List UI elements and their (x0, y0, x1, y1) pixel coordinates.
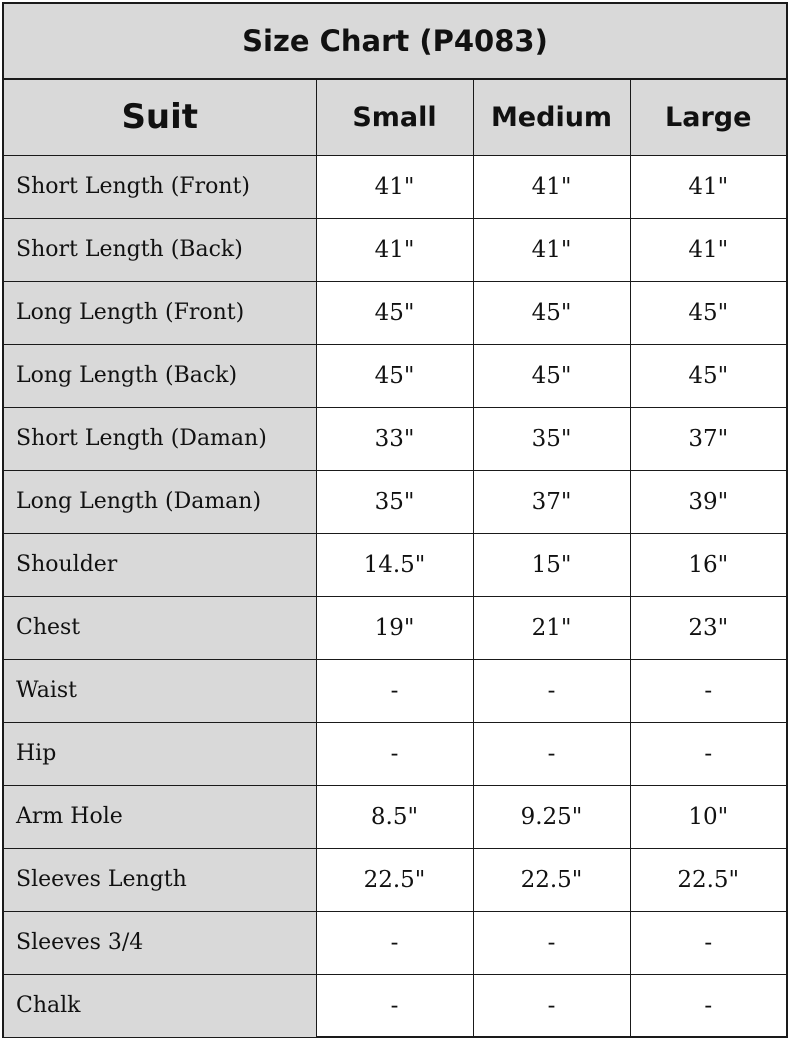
cell-small: 45" (316, 344, 473, 407)
table-row (4, 281, 786, 344)
cell-medium: 37" (473, 470, 630, 533)
cell-large: - (630, 911, 786, 974)
table-row (4, 155, 786, 218)
size-chart (2, 2, 788, 1038)
cell-small: 33" (316, 407, 473, 470)
row-label: Short Length (Front) (4, 155, 316, 218)
header-suit: Suit (4, 80, 316, 155)
header-small: Small (316, 80, 473, 155)
cell-large: 16" (630, 533, 786, 596)
table-row (4, 974, 786, 1037)
row-label: Sleeves Length (4, 848, 316, 911)
cell-medium: - (473, 659, 630, 722)
cell-large: - (630, 659, 786, 722)
cell-small: 14.5" (316, 533, 473, 596)
cell-large: - (630, 722, 786, 785)
table-row (4, 722, 786, 785)
cell-small: 41" (316, 218, 473, 281)
cell-medium: 21" (473, 596, 630, 659)
cell-medium: - (473, 722, 630, 785)
cell-small: - (316, 911, 473, 974)
row-label: Arm Hole (4, 785, 316, 848)
cell-small: 35" (316, 470, 473, 533)
cell-medium: 45" (473, 344, 630, 407)
table-row (4, 218, 786, 281)
table-row (4, 785, 786, 848)
cell-large: 39" (630, 470, 786, 533)
cell-medium: - (473, 911, 630, 974)
cell-small: 19" (316, 596, 473, 659)
row-label: Long Length (Daman) (4, 470, 316, 533)
size-table (4, 80, 786, 1037)
cell-large: 22.5" (630, 848, 786, 911)
cell-large: 45" (630, 344, 786, 407)
table-row (4, 659, 786, 722)
table-row (4, 407, 786, 470)
table-row (4, 911, 786, 974)
cell-large: 41" (630, 218, 786, 281)
cell-small: 45" (316, 281, 473, 344)
table-row (4, 533, 786, 596)
table-row (4, 596, 786, 659)
cell-large: 41" (630, 155, 786, 218)
cell-medium: 15" (473, 533, 630, 596)
table-row (4, 470, 786, 533)
cell-medium: 35" (473, 407, 630, 470)
cell-medium: 41" (473, 155, 630, 218)
header-large: Large (630, 80, 786, 155)
cell-medium: 22.5" (473, 848, 630, 911)
row-label: Chalk (4, 974, 316, 1037)
cell-small: 8.5" (316, 785, 473, 848)
cell-large: 10" (630, 785, 786, 848)
cell-medium: 9.25" (473, 785, 630, 848)
cell-medium: - (473, 974, 630, 1037)
header-medium: Medium (473, 80, 630, 155)
cell-small: 22.5" (316, 848, 473, 911)
cell-medium: 45" (473, 281, 630, 344)
cell-small: - (316, 722, 473, 785)
cell-large: 45" (630, 281, 786, 344)
header-row (4, 80, 786, 155)
cell-small: - (316, 974, 473, 1037)
row-label: Shoulder (4, 533, 316, 596)
row-label: Chest (4, 596, 316, 659)
row-label: Hip (4, 722, 316, 785)
cell-large: 23" (630, 596, 786, 659)
chart-title: Size Chart (P4083) (4, 4, 786, 80)
row-label: Long Length (Back) (4, 344, 316, 407)
row-label: Short Length (Daman) (4, 407, 316, 470)
cell-large: 37" (630, 407, 786, 470)
row-label: Sleeves 3/4 (4, 911, 316, 974)
row-label: Waist (4, 659, 316, 722)
cell-large: - (630, 974, 786, 1037)
table-row (4, 344, 786, 407)
cell-small: - (316, 659, 473, 722)
table-row (4, 848, 786, 911)
row-label: Short Length (Back) (4, 218, 316, 281)
cell-small: 41" (316, 155, 473, 218)
row-label: Long Length (Front) (4, 281, 316, 344)
cell-medium: 41" (473, 218, 630, 281)
